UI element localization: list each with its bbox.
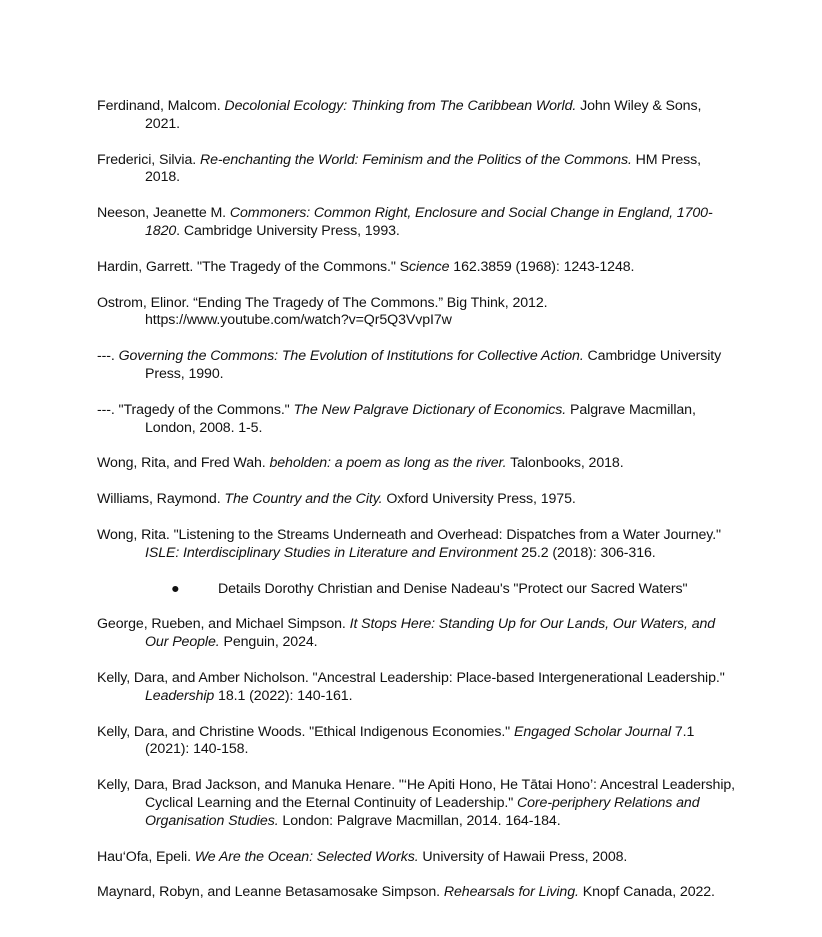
citation-author: Hardin, Garrett. "The Tragedy of the Commons." S	[97, 258, 410, 275]
bullet-icon: ●	[171, 580, 180, 597]
citation-kelly-nicholson	[97, 670, 737, 706]
citation-details: 7.1 (2021): 140-158.	[145, 723, 695, 758]
citation-ferdinand	[97, 98, 737, 134]
citation-title: The New Palgrave Dictionary of Economics.	[293, 401, 567, 418]
citation-kelly-woods	[97, 724, 737, 760]
note-text: Details Dorothy Christian and Denise Nadeau's "Protect our Sacred Waters"	[218, 580, 688, 597]
citation-author: ---. "Tragedy of the Commons."	[97, 401, 294, 418]
citation-details: 18.1 (2022): 140-161.	[214, 687, 353, 704]
citation-details: Knopf Canada, 2022.	[578, 884, 715, 901]
citation-details: Talonbooks, 2018.	[506, 455, 624, 472]
citation-details: London: Palgrave Macmillan, 2014. 164-184.	[278, 812, 561, 829]
citation-author: Kelly, Dara, and Amber Nicholson. "Ancestral Leadership: Place-based Intergenerational Leadership."	[97, 669, 725, 686]
citation-details: Penguin, 2024.	[219, 634, 318, 651]
citation-title: Rehearsals for Living.	[443, 884, 579, 901]
citation-author: Wong, Rita, and Fred Wah.	[97, 455, 270, 472]
citation-title: Commoners: Common Right, Enclosure and Social Change in England, 1700-1820	[145, 205, 713, 239]
citation-title: Governing the Commons: The Evolution of Institutions for Collective Action.	[118, 348, 584, 365]
citation-title: cience	[409, 258, 450, 275]
citation-author: Kelly, Dara, Brad Jackson, and Manuka Henare. "‘He Apiti Hono, He Tātai Hono’: Ancestral Leadership, Cyclical Learning and the Eternal Continuity of Leadership."	[97, 777, 736, 811]
citation-hauofa	[97, 849, 737, 867]
citation-neeson	[97, 205, 737, 241]
citation-title: Engaged Scholar Journal	[513, 723, 671, 740]
citation-details: HM Press, 2018.	[145, 151, 701, 186]
citation-title: beholden: a poem as long as the river.	[269, 455, 507, 472]
citation-title: It Stops Here: Standing Up for Our Lands, Our Waters, and Our People.	[145, 616, 716, 651]
citation-hardin	[97, 259, 737, 277]
citation-details: John Wiley & Sons, 2021.	[145, 98, 702, 132]
citation-ostrom-governing	[97, 348, 737, 384]
citation-details: Palgrave Macmillan, London, 2008. 1-5.	[145, 401, 696, 436]
bibliography-list	[97, 98, 737, 920]
citation-author: Williams, Raymond.	[97, 491, 225, 508]
citation-ostrom-big-think	[97, 295, 737, 331]
citation-author: George, Rueben, and Michael Simpson.	[97, 616, 350, 633]
citation-author: ---.	[97, 348, 119, 365]
citation-author: Maynard, Robyn, and Leanne Betasamosake Simpson.	[97, 884, 444, 901]
citation-frederici	[97, 152, 737, 188]
citation-title: ISLE: Interdisciplinary Studies in Literature and Environment	[145, 544, 518, 561]
citation-author: Kelly, Dara, and Christine Woods. "Ethical Indigenous Economies."	[97, 723, 514, 740]
citation-author: Hau‘Ofa, Epeli.	[97, 848, 195, 865]
citation-title: We Are the Ocean: Selected Works.	[194, 848, 419, 865]
citation-author: Neeson, Jeanette M.	[97, 205, 230, 222]
citation-author: Wong, Rita. "Listening to the Streams Underneath and Overhead: Dispatches from a Water Journey."	[97, 526, 721, 543]
citation-title: Leadership	[145, 687, 215, 704]
citation-details: 25.2 (2018): 306-316.	[517, 544, 656, 561]
citation-author: Ferdinand, Malcom.	[97, 98, 225, 114]
citation-author: Frederici, Silvia.	[97, 151, 200, 168]
citation-george-simpson	[97, 616, 737, 652]
citation-details: 162.3859 (1968): 1243-1248.	[449, 258, 635, 275]
citation-williams	[97, 491, 737, 509]
citation-title: The Country and the City.	[224, 491, 383, 508]
citation-details: Oxford University Press, 1975.	[382, 491, 576, 508]
citation-kelly-jackson-henare	[97, 777, 737, 830]
citation-text: Ostrom, Elinor. “Ending The Tragedy of The Commons.” Big Think, 2012. https://www.youtube.com/watch?v=Qr5Q3VvpI7w	[97, 294, 548, 329]
citation-ostrom-tragedy	[97, 402, 737, 438]
citation-title: Core-periphery Relations and Organisation Studies.	[145, 794, 700, 829]
citation-note	[97, 581, 737, 599]
citation-details: . Cambridge University Press, 1993.	[176, 222, 400, 239]
citation-wong-listening	[97, 527, 737, 563]
citation-title: Re-enchanting the World: Feminism and the Politics of the Commons.	[199, 151, 632, 168]
citation-wong-wah	[97, 455, 737, 473]
citation-title: Decolonial Ecology: Thinking from The Caribbean World.	[224, 98, 577, 114]
citation-maynard-simpson	[97, 884, 737, 902]
citation-details: University of Hawaii Press, 2008.	[418, 848, 628, 865]
citation-details: Cambridge University Press, 1990.	[145, 348, 722, 382]
